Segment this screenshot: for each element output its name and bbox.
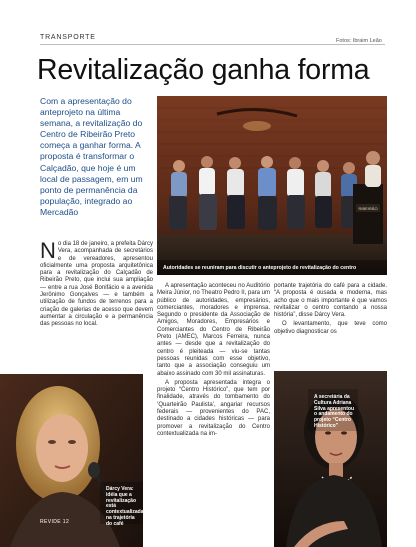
article-headline: Revitalização ganha forma [37, 54, 370, 86]
paragraph: o dia 18 de janeiro, a prefeita Dárcy Vera, acompanhada de secretários e de vereadores, apresentou oficialmente uma proposta arquitetônica para a revitalização do Calçadão de Ribeirão Preto, que inclui sua ampliação — entre a rua José Bonifácio e a avenida Jerônimo Gonçalves — e também a utilização de fundos de terrenos para a criação de galerias de acesso que devem aumentar a circulação e a permanência das pessoas no local. [40, 241, 153, 328]
photo-credit: Fotos: Ibraim Leão [336, 38, 382, 44]
paragraph: O levantamento, que teve como objetivo diagnosticar os [274, 321, 387, 335]
paragraph: portante trajetória do café para a cidade. “A proposta é ousada e moderna, mas acho que o mais importante é que vamos revitalizar o centro contando a nossa história”, disse Dárcy Vera. [274, 283, 387, 319]
right-photo-caption: A secretária da Cultura Adriana Silva apresentou o andamento do projeto “Centro Histórico” [314, 394, 355, 429]
page-folio: REVIDE 12 [40, 519, 70, 525]
body-column-left [40, 238, 153, 331]
paragraph: A proposta apresentada integra o projeto “Centro Histórico”, que tem por finalidade, através do tombamento do ‘Quarteirão Paulista’, angariar recursos federais — provenientes do PAC, destinado a cidades históricas — para promover a revitalização do Centro contextualizada na im- [157, 379, 270, 437]
body-column-right [274, 283, 387, 338]
article-lead: Com a apresentação do anteprojeto na última semana, a revitalização do Centro de Ribeirão Preto começa a ganhar forma. A proposta é transformar o Calçadão, que hoje é um local de passagem, em um ponto de permanência da população, integrado ao Mercadão [40, 96, 143, 217]
drop-cap: N [40, 238, 56, 263]
paragraph: A apresentação aconteceu no Auditório Meira Júnior, no Theatro Pedro II, para um público de autoridades, empresários, comerciantes, moradores e imprensa. Segundo o presidente da Associação de Amigos, Moradores, Empresários e Comerciantes do Centro de Ribeirão Preto (AMEC), Marcos Ferreira, nunca antes — desde que a revitalização do centro é pleiteada — viu-se tantas pessoas reunidas com esse objetivo, tanto que a associação conseguiu um abaixo assinado com 30 mil assinaturas. [157, 283, 270, 377]
event-audience-photo [157, 96, 387, 275]
body-column-middle [157, 283, 270, 440]
header-rule [40, 44, 385, 45]
top-photo-caption: Autoridades se reuniram para discutir o anteprojeto de revitalização do centro [163, 265, 357, 271]
left-photo-caption: Dárcy Vera: idéia que a revitalização está contextualizada na trajetória do café [106, 486, 144, 527]
section-label: TRANSPORTE [40, 34, 96, 41]
podium-logo: RIBEIRÃO [358, 206, 378, 211]
